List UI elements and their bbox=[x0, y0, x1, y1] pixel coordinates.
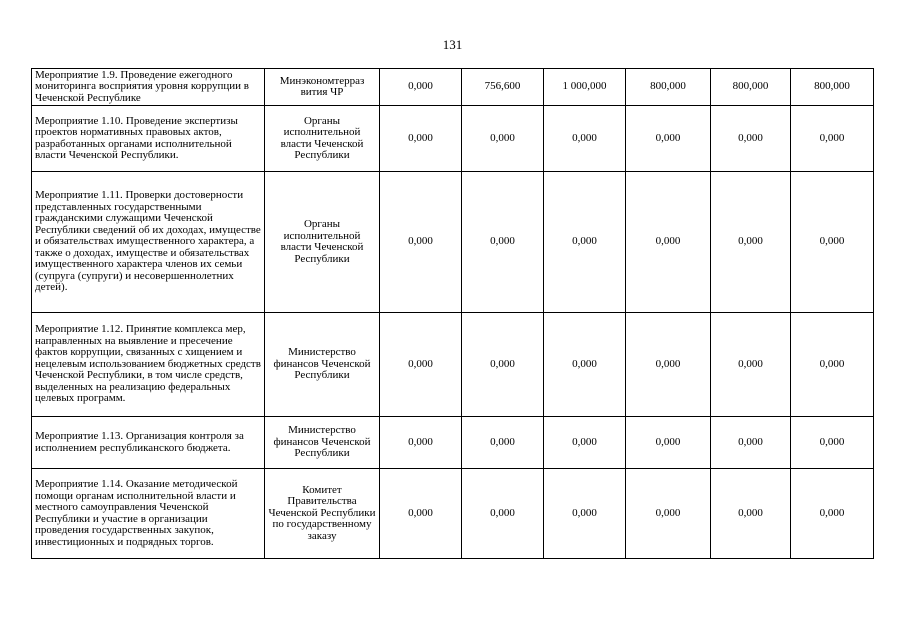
value-cell: 0,000 bbox=[626, 469, 711, 559]
value-cell: 800,000 bbox=[626, 69, 711, 106]
measure-description: Мероприятие 1.12. Принятие комплекса мер, направленных на выявление и пресечение фактов коррупции, связанных с хищением и нецелевым использованием бюджетных средств Чеченской Республики, в том числе средств, выделенных на реализацию федеральных целевых программ. bbox=[32, 313, 265, 417]
value-cell: 0,000 bbox=[791, 313, 874, 417]
measure-description: Мероприятие 1.13. Организация контроля за исполнением республиканского бюджета. bbox=[32, 417, 265, 469]
value-cell: 0,000 bbox=[711, 172, 791, 313]
value-cell: 0,000 bbox=[462, 313, 544, 417]
value-cell: 0,000 bbox=[711, 106, 791, 172]
value-cell: 800,000 bbox=[791, 69, 874, 106]
executor-cell: Минэкономтерраз вития ЧР bbox=[265, 69, 380, 106]
value-cell: 0,000 bbox=[380, 417, 462, 469]
measure-description: Мероприятие 1.11. Проверки достоверности представленных государственными гражданскими служащими Чеченской Республики сведений об их доходах, имуществе и обязательствах имущественного характера, а также о доходах, имуществе и обязательствах имущественного характера членов их семьи (супруга (супруги) и несовершеннолетних детей). bbox=[32, 172, 265, 313]
table-row bbox=[32, 106, 874, 172]
value-cell: 800,000 bbox=[711, 69, 791, 106]
table-row bbox=[32, 313, 874, 417]
value-cell: 0,000 bbox=[380, 172, 462, 313]
value-cell: 0,000 bbox=[791, 417, 874, 469]
table-row bbox=[32, 69, 874, 106]
value-cell: 0,000 bbox=[544, 106, 626, 172]
measure-description: Мероприятие 1.9. Проведение ежегодного мониторинга восприятия уровня коррупции в Чеченской Республике bbox=[32, 69, 265, 106]
value-cell: 0,000 bbox=[711, 469, 791, 559]
value-cell: 0,000 bbox=[791, 106, 874, 172]
value-cell: 0,000 bbox=[626, 313, 711, 417]
page-number: 131 bbox=[442, 37, 463, 52]
executor-cell: Министерство финансов Чеченской Республики bbox=[265, 313, 380, 417]
value-cell: 0,000 bbox=[462, 417, 544, 469]
measure-description: Мероприятие 1.14. Оказание методической помощи органам исполнительной власти и местного самоуправления Чеченской Республики и участие в организации проведения государственных закупок, инвестиционных и подрядных торгов. bbox=[32, 469, 265, 559]
value-cell: 0,000 bbox=[626, 106, 711, 172]
table-row bbox=[32, 172, 874, 313]
value-cell: 1 000,000 bbox=[544, 69, 626, 106]
value-cell: 0,000 bbox=[791, 172, 874, 313]
value-cell: 0,000 bbox=[711, 417, 791, 469]
value-cell: 0,000 bbox=[462, 106, 544, 172]
value-cell: 0,000 bbox=[462, 172, 544, 313]
value-cell: 0,000 bbox=[626, 172, 711, 313]
executor-cell: Министерство финансов Чеченской Республики bbox=[265, 417, 380, 469]
value-cell: 756,600 bbox=[462, 69, 544, 106]
value-cell: 0,000 bbox=[544, 172, 626, 313]
executor-cell: Органы исполнительной власти Чеченской Республики bbox=[265, 172, 380, 313]
value-cell: 0,000 bbox=[544, 469, 626, 559]
value-cell: 0,000 bbox=[544, 417, 626, 469]
executor-cell: Комитет Правительства Чеченской Республики по государственному заказу bbox=[265, 469, 380, 559]
value-cell: 0,000 bbox=[791, 469, 874, 559]
value-cell: 0,000 bbox=[380, 106, 462, 172]
value-cell: 0,000 bbox=[626, 417, 711, 469]
program-measures-table bbox=[31, 68, 874, 559]
table-row bbox=[32, 469, 874, 559]
value-cell: 0,000 bbox=[711, 313, 791, 417]
measure-description: Мероприятие 1.10. Проведение экспертизы проектов нормативных правовых актов, разработанных органами исполнительной власти Чеченской Республики. bbox=[32, 106, 265, 172]
executor-cell: Органы исполнительной власти Чеченской Республики bbox=[265, 106, 380, 172]
table-body bbox=[32, 69, 874, 559]
value-cell: 0,000 bbox=[380, 469, 462, 559]
value-cell: 0,000 bbox=[380, 69, 462, 106]
value-cell: 0,000 bbox=[380, 313, 462, 417]
table-row bbox=[32, 417, 874, 469]
value-cell: 0,000 bbox=[462, 469, 544, 559]
value-cell: 0,000 bbox=[544, 313, 626, 417]
